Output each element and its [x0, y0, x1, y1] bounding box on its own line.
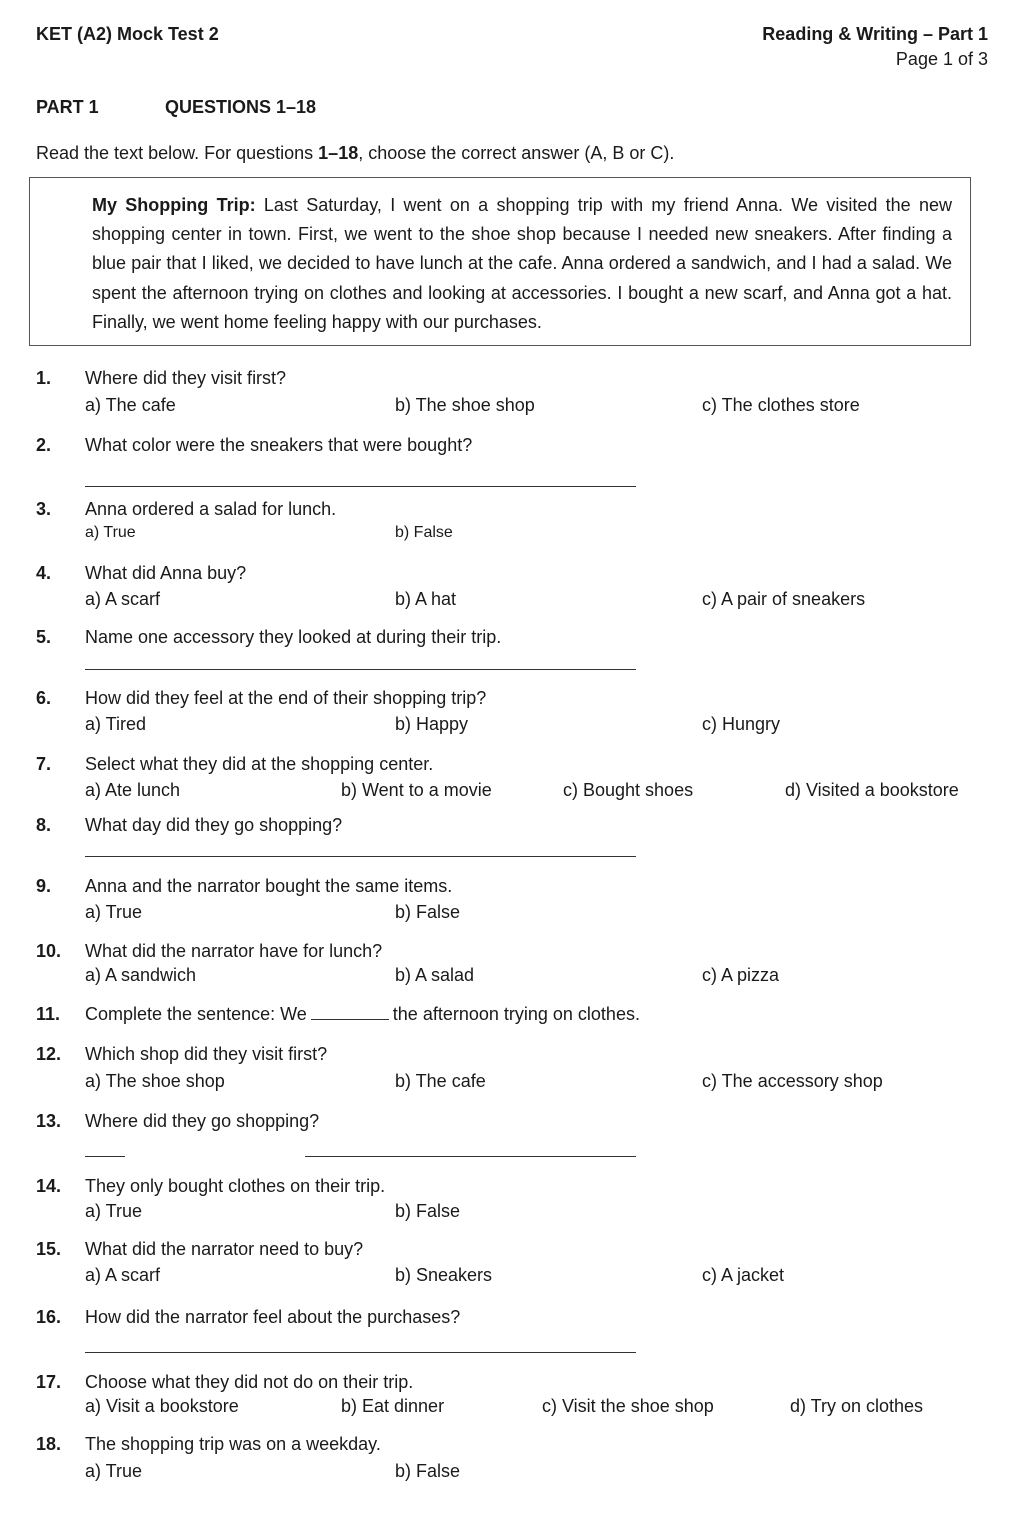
answer-option[interactable]: d) Visited a bookstore — [785, 780, 959, 800]
answer-option[interactable]: a) True — [85, 902, 143, 922]
question-number: 10. — [36, 941, 62, 961]
answer-option[interactable]: b) False — [395, 902, 461, 922]
question-number: 16. — [36, 1307, 62, 1327]
answer-option[interactable]: a) A scarf — [85, 1265, 161, 1285]
question-number: 7. — [36, 754, 52, 774]
answer-option[interactable]: d) Try on clothes — [790, 1396, 924, 1416]
question-number: 15. — [36, 1239, 62, 1259]
answer-option[interactable]: b) Went to a movie — [341, 780, 492, 800]
question-text: How did the narrator feel about the purchases? — [85, 1307, 461, 1327]
question-number: 17. — [36, 1372, 62, 1392]
question-text: What color were the sneakers that were bought? — [85, 435, 473, 455]
question-text: What day did they go shopping? — [85, 815, 343, 835]
question-text: What did the narrator need to buy? — [85, 1239, 364, 1259]
answer-option[interactable]: c) Hungry — [702, 714, 781, 734]
question-text: The shopping trip was on a weekday. — [85, 1434, 381, 1454]
answer-line[interactable] — [85, 856, 636, 857]
question-number: 14. — [36, 1176, 62, 1196]
answer-option[interactable]: c) The accessory shop — [702, 1071, 883, 1091]
question-number: 11. — [36, 1004, 61, 1024]
test-title: KET (A2) Mock Test 2 — [36, 24, 219, 44]
question-text: They only bought clothes on their trip. — [85, 1176, 386, 1196]
question-number: 2. — [36, 435, 52, 455]
question-text — [85, 1004, 640, 1025]
question-number: 6. — [36, 688, 52, 708]
answer-option[interactable]: c) A pizza — [702, 965, 780, 985]
page-indicator: Page 1 of 3 — [895, 49, 988, 69]
question-text: What did the narrator have for lunch? — [85, 941, 383, 961]
fill-in-blank[interactable] — [311, 1018, 389, 1020]
answer-option[interactable]: b) False — [395, 1201, 461, 1221]
part-label: PART 1 — [36, 97, 99, 117]
answer-option[interactable]: a) True — [85, 1201, 143, 1221]
instruction-after: , choose the correct answer (A, B or C). — [358, 143, 675, 163]
answer-option[interactable]: c) Bought shoes — [563, 780, 694, 800]
answer-option[interactable]: c) The clothes store — [702, 395, 860, 415]
passage — [92, 191, 952, 337]
answer-line[interactable] — [85, 669, 636, 670]
instruction — [36, 143, 674, 164]
question-number: 18. — [36, 1434, 62, 1454]
question-text: Which shop did they visit first? — [85, 1044, 328, 1064]
answer-option[interactable]: a) True — [85, 524, 136, 541]
answer-option[interactable]: b) False — [395, 1461, 461, 1481]
instruction-before: Read the text below. For questions — [36, 143, 319, 163]
answer-option[interactable]: b) Eat dinner — [341, 1396, 445, 1416]
passage-title: My Shopping Trip: — [92, 195, 256, 215]
answer-line[interactable] — [85, 1352, 636, 1353]
question-text: What did Anna buy? — [85, 563, 247, 583]
answer-option[interactable]: b) The shoe shop — [395, 395, 535, 415]
passage-body: Last Saturday, I went on a shopping trip with my friend Anna. We visited the new shopping center in town. First, we went to the shoe shop because I needed new sneakers. After finding a blue pair that I liked, we decided to have lunch at the cafe. Anna ordered a sandwich, and I had a salad. We spent the afternoon trying on clothes and looking at accessories. I bought a new scarf, and Anna got a hat. Finally, we went home feeling happy with our purchases. — [92, 195, 952, 332]
questions-range: QUESTIONS 1–18 — [165, 97, 317, 117]
answer-line[interactable] — [85, 486, 636, 487]
question-number: 3. — [36, 499, 52, 519]
question-text: Choose what they did not do on their trip. — [85, 1372, 414, 1392]
question-text: Name one accessory they looked at during their trip. — [85, 627, 502, 647]
answer-line[interactable] — [85, 1156, 125, 1157]
answer-option[interactable]: b) A salad — [395, 965, 475, 985]
answer-option[interactable]: c) Visit the shoe shop — [542, 1396, 714, 1416]
question-text: Anna and the narrator bought the same items. — [85, 876, 453, 896]
question-number: 13. — [36, 1111, 62, 1131]
answer-option[interactable]: a) True — [85, 1461, 143, 1481]
question-text-after: the afternoon trying on clothes. — [392, 1004, 640, 1024]
question-text-before: Complete the sentence: We — [85, 1004, 307, 1024]
question-text: Where did they visit first? — [85, 368, 287, 388]
question-text: Select what they did at the shopping center. — [85, 754, 434, 774]
answer-option[interactable]: a) The cafe — [85, 395, 176, 415]
answer-option[interactable]: b) Happy — [395, 714, 469, 734]
answer-option[interactable]: b) False — [395, 524, 453, 541]
question-number: 8. — [36, 815, 52, 835]
answer-option[interactable]: a) Tired — [85, 714, 147, 734]
answer-option[interactable]: a) Visit a bookstore — [85, 1396, 239, 1416]
passage-box — [29, 177, 971, 346]
instruction-range: 1–18 — [318, 143, 359, 163]
answer-option[interactable]: b) Sneakers — [395, 1265, 493, 1285]
answer-option[interactable]: a) A sandwich — [85, 965, 197, 985]
question-text: Anna ordered a salad for lunch. — [85, 499, 337, 519]
answer-option[interactable]: c) A jacket — [702, 1265, 785, 1285]
answer-option[interactable]: a) A scarf — [85, 589, 161, 609]
question-number: 4. — [36, 563, 52, 583]
question-number: 1. — [36, 368, 52, 388]
answer-option[interactable]: b) The cafe — [395, 1071, 486, 1091]
question-number: 5. — [36, 627, 52, 647]
answer-option[interactable]: a) The shoe shop — [85, 1071, 225, 1091]
question-number: 9. — [36, 876, 52, 896]
question-text: How did they feel at the end of their shopping trip? — [85, 688, 487, 708]
answer-option[interactable]: c) A pair of sneakers — [702, 589, 866, 609]
answer-option[interactable]: b) A hat — [395, 589, 457, 609]
answer-line[interactable] — [305, 1156, 636, 1157]
answer-option[interactable]: a) Ate lunch — [85, 780, 181, 800]
section-label: Reading & Writing – Part 1 — [762, 24, 988, 44]
question-number: 12. — [36, 1044, 62, 1064]
question-text: Where did they go shopping? — [85, 1111, 320, 1131]
